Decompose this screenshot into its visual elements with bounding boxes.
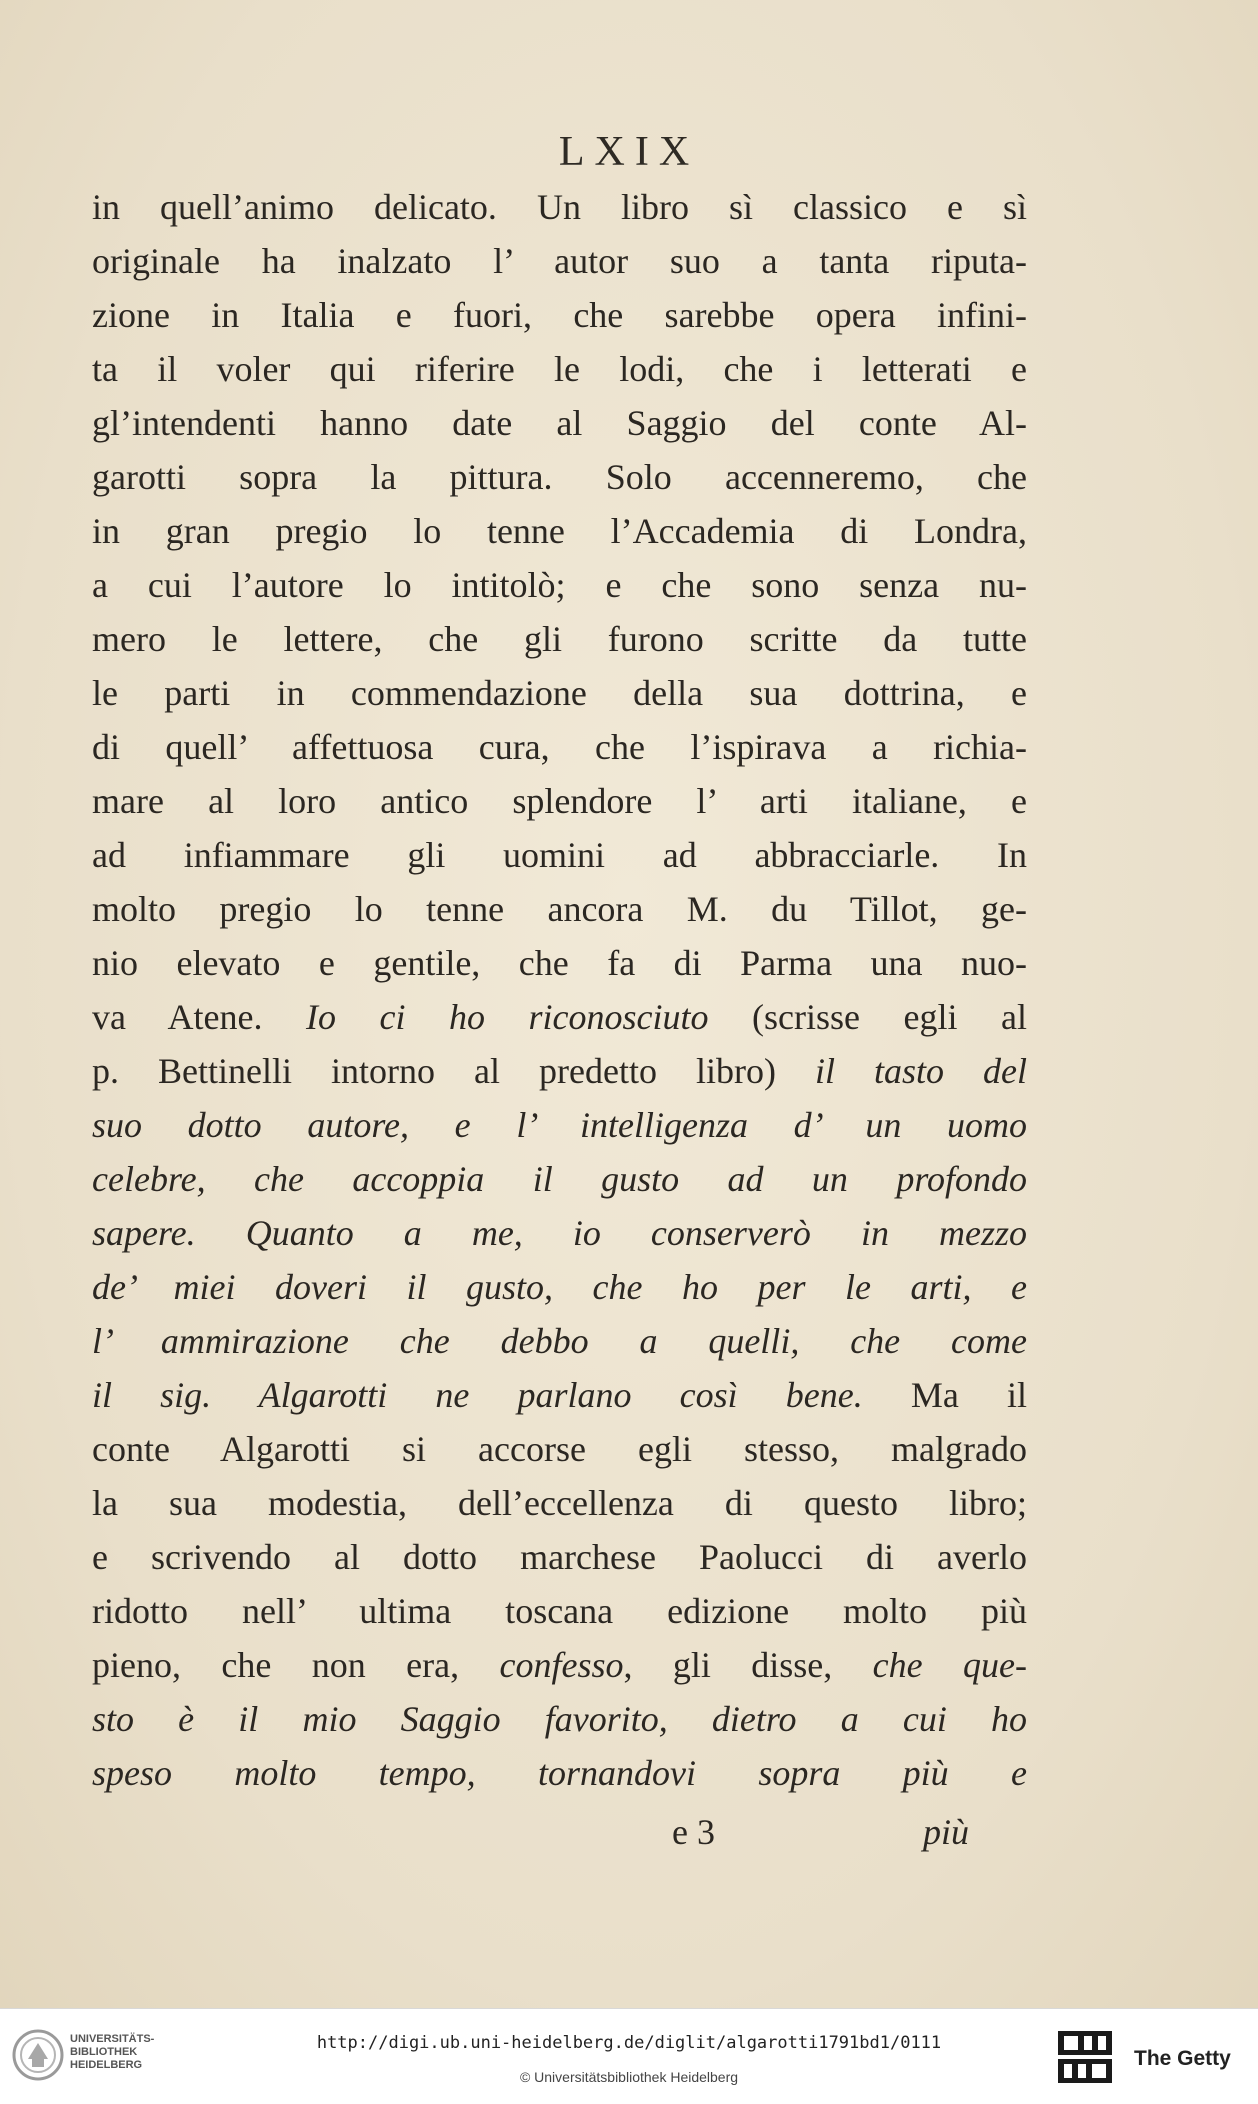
text-segment: , gli disse, — [623, 1645, 833, 1685]
italic-line: speso molto tempo, tornandovi sopra più e — [92, 1753, 1027, 1793]
text-line: a cui l’autore lo intitolò; e che sono senza nu- — [92, 565, 1027, 605]
italic-quote: Io ci ho riconosciuto — [306, 997, 709, 1037]
page-number: LXIX — [558, 129, 700, 175]
text-line: le parti in commendazione della sua dottrina, e — [92, 673, 1027, 713]
text-line: gl’intendenti hanno date al Saggio del conte Al- — [92, 403, 1027, 443]
italic-quote: che que- — [872, 1645, 1027, 1685]
text-line: molto pregio lo tenne ancora M. du Tillot, ge- — [92, 889, 1027, 929]
text-segment: p. Bettinelli intorno al predetto libro) — [92, 1051, 776, 1091]
text-line: la sua modestia, dell’eccellenza di questo libro; — [92, 1483, 1027, 1523]
italic-line: sapere. Quanto a me, io conserverò in mezzo — [92, 1213, 1027, 1253]
text-line: ridotto nell’ ultima toscana edizione molto più — [92, 1591, 1027, 1631]
italic-line: suo dotto autore, e l’ intelligenza d’ un uomo — [92, 1105, 1027, 1145]
text-segment: pieno, che non era, — [92, 1645, 460, 1685]
text-line: e scrivendo al dotto marchese Paolucci di averlo — [92, 1537, 1027, 1577]
viewer-footer — [0, 2008, 1258, 2104]
text-line: conte Algarotti si accorse egli stesso, malgrado — [92, 1429, 1027, 1469]
library-name-line: BIBLIOTHEK — [70, 2046, 138, 2058]
text-line: in quell’animo delicato. Un libro sì classico e sì — [92, 187, 1027, 227]
italic-line: celebre, che accoppia il gusto ad un profondo — [92, 1159, 1027, 1199]
text-line — [92, 1638, 1027, 1692]
text-line: originale ha inalzato l’ autor suo a tanta riputa- — [92, 241, 1027, 281]
italic-quote: il tasto del — [814, 1051, 1027, 1091]
copyright-notice: © Universitätsbibliothek Heidelberg — [519, 2069, 739, 2085]
partner-name[interactable]: The Getty — [1134, 2047, 1231, 2070]
text-segment: (scrisse egli al — [752, 997, 1028, 1037]
text-line — [92, 1368, 1027, 1422]
text-line: garotti sopra la pittura. Solo accenneremo, che — [92, 457, 1027, 497]
library-name-line: UNIVERSITÄTS- — [70, 2033, 155, 2045]
italic-line: de’ miei doveri il gusto, che ho per le arti, e — [92, 1267, 1027, 1307]
permalink-url[interactable]: http://digi.ub.uni-heidelberg.de/diglit/algarotti1791bd1/0111 — [316, 2033, 942, 2053]
italic-word: confesso — [499, 1645, 624, 1685]
italic-line: sto è il mio Saggio favorito, dietro a cui ho — [92, 1699, 1027, 1739]
text-line: ad infiammare gli uomini ad abbracciarle. In — [92, 835, 1027, 875]
text-segment: Ma il — [910, 1375, 1028, 1415]
italic-quote: il sig. Algarotti ne parlano così bene. — [92, 1375, 863, 1415]
text-line: nio elevato e gentile, che fa di Parma una nuo- — [92, 943, 1027, 983]
library-name-line: HEIDELBERG — [70, 2059, 143, 2071]
catchword: più — [923, 1812, 970, 1852]
text-line: in gran pregio lo tenne l’Accademia di Londra, — [92, 511, 1027, 551]
page-foot — [0, 1805, 1258, 1859]
text-line: di quell’ affettuosa cura, che l’ispirava a richia- — [92, 727, 1027, 767]
signature-mark: e 3 — [672, 1812, 715, 1852]
text-line: mero le lettere, che gli furono scritte da tutte — [92, 619, 1027, 659]
text-line: zione in Italia e fuori, che sarebbe opera infini- — [92, 295, 1027, 335]
text-segment: va Atene. — [92, 997, 263, 1037]
italic-line: l’ ammirazione che debbo a quelli, che come — [92, 1321, 1027, 1361]
body-text — [92, 180, 1027, 1800]
text-line: mare al loro antico splendore l’ arti italiane, e — [92, 781, 1027, 821]
getty-logo-icon[interactable] — [1058, 2031, 1112, 2089]
text-line: ta il voler qui riferire le lodi, che i letterati e — [92, 349, 1027, 389]
text-line — [92, 1044, 1027, 1098]
text-line — [92, 990, 1027, 1044]
